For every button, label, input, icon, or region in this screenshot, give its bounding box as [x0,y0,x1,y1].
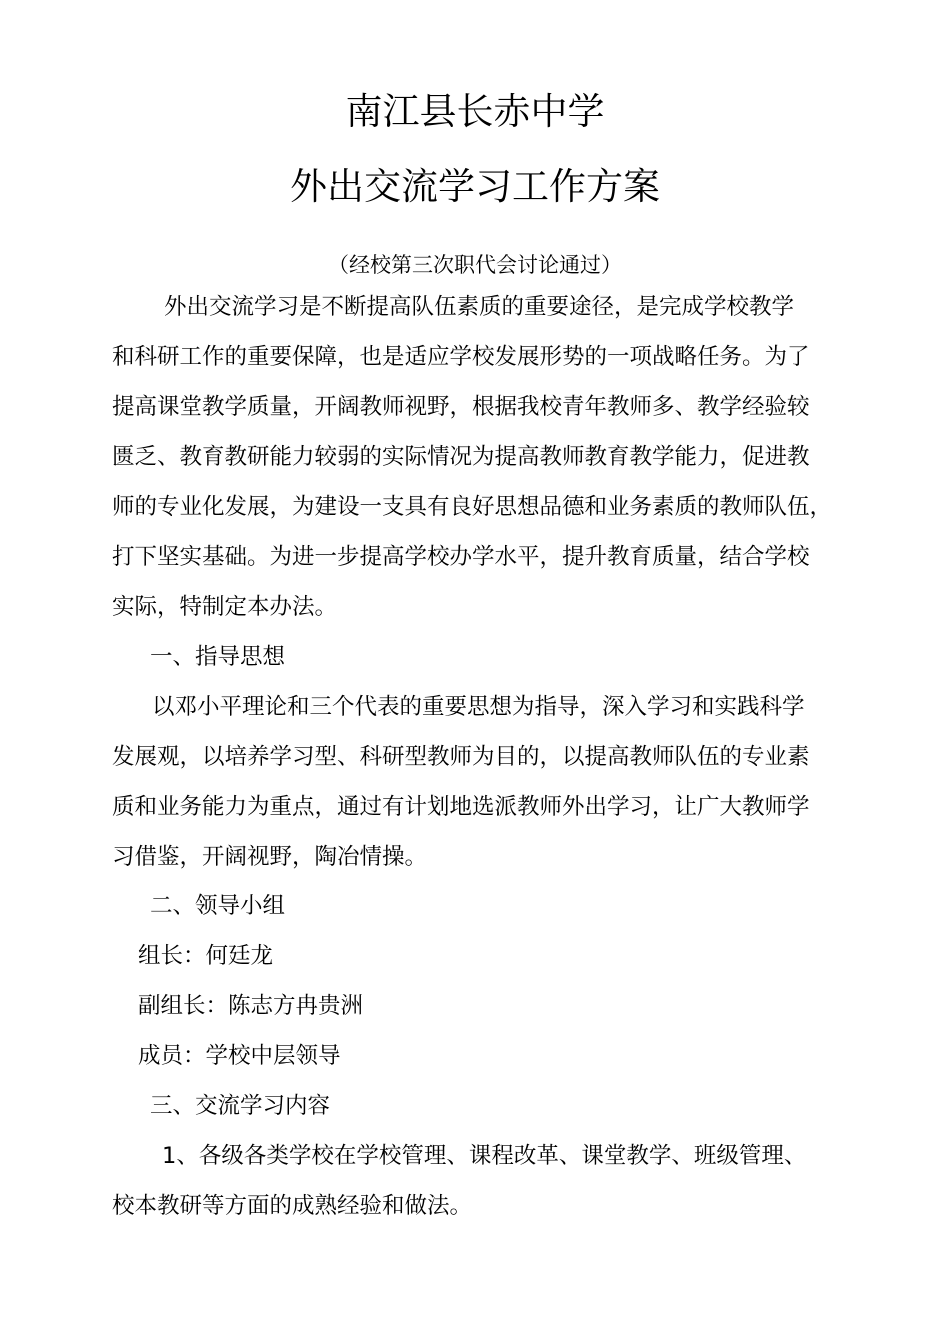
group-leader: 组长：何廷龙 [138,943,274,969]
group-deputy-leader: 副组长：陈志方冉贵洲 [138,993,364,1019]
intro-line: 打下坚实基础。为进一步提高学校办学水平，提升教育质量，结合学校 [112,544,810,570]
guiding-line: 以邓小平理论和三个代表的重要思想为指导，深入学习和实践科学 [152,694,805,720]
guiding-line: 质和业务能力为重点，通过有计划地选派教师外出学习，让广大教师学 [112,794,810,820]
intro-line: 和科研工作的重要保障，也是适应学校发展形势的一项战略任务。为了 [112,344,810,370]
document-subtitle: （经校第三次职代会讨论通过） [328,253,622,277]
intro-line: 匮乏、教育教研能力较弱的实际情况为提高教师教育教学能力，促进教 [112,444,810,470]
document-title-school: 南江县长赤中学 [345,90,605,133]
item-line: 1、各级各类学校在学校管理、课程改革、课堂教学、班级管理、 [162,1143,807,1169]
intro-line: 实际，特制定本办法。 [112,594,338,620]
document-title-plan: 外出交流学习工作方案 [290,165,660,208]
intro-line: 师的专业化发展，为建设一支具有良好思想品德和业务素质的教师队伍， [112,494,833,520]
section-heading-study-content: 三、交流学习内容 [150,1093,331,1119]
section-heading-guiding-ideology: 一、指导思想 [150,644,286,670]
intro-line: 提高课堂教学质量，开阔教师视野，根据我校青年教师多、教学经验较 [112,394,810,420]
section-heading-leadership-group: 二、领导小组 [150,893,286,919]
intro-line: 外出交流学习是不断提高队伍素质的重要途径，是完成学校教学 [164,294,795,320]
guiding-line: 发展观，以培养学习型、科研型教师为目的，以提高教师队伍的专业素 [112,744,810,770]
guiding-line: 习借鉴，开阔视野，陶冶情操。 [112,844,428,870]
item-line: 校本教研等方面的成熟经验和做法。 [112,1193,473,1219]
group-members: 成员：学校中层领导 [138,1043,341,1069]
